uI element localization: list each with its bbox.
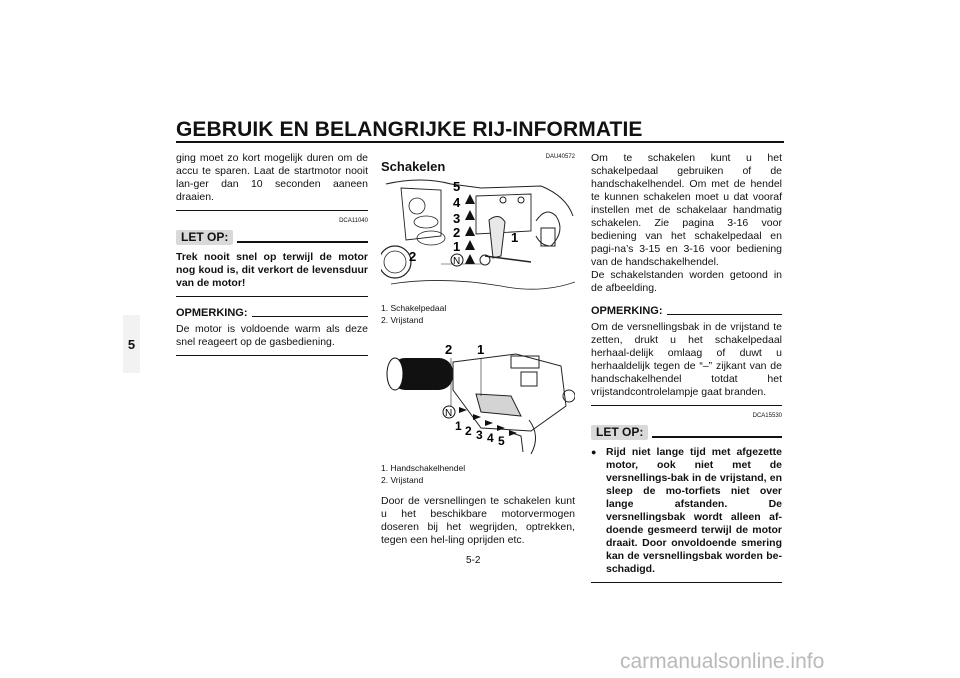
fig2-label: 3 <box>476 428 483 442</box>
fig2-captions <box>381 462 465 486</box>
note-rule <box>252 316 369 317</box>
fig1-label: 2 <box>409 249 417 264</box>
fig2-label: 1 <box>455 419 462 433</box>
doc-code: DCA15530 <box>752 413 782 419</box>
fig1-label: 5 <box>453 179 461 194</box>
fig1-label: 4 <box>453 195 461 210</box>
col2-body: Door de versnellingen te schakelen kunt u het beschikbare motorvermogen doseren bij het wegrijden, optrekken, tegen een hel-ling oprijden etc. <box>381 495 575 546</box>
note-heading <box>176 307 368 320</box>
shift-pedal-figure <box>381 176 575 296</box>
caution-list <box>591 446 782 576</box>
title-rule <box>176 141 784 143</box>
col3-intro2: De schakelstanden worden getoond in de afbeelding. <box>591 269 782 294</box>
fig2-label: 4 <box>487 431 494 445</box>
fig2-label: 1 <box>477 342 485 357</box>
caption: 2. Vrijstand <box>381 315 424 325</box>
caution-label: LET OP: <box>591 425 648 440</box>
caption: 1. Handschakelhendel <box>381 463 466 473</box>
divider <box>176 355 368 356</box>
fig2-label: 5 <box>498 434 505 448</box>
fig2-label: N <box>445 408 453 419</box>
divider <box>176 296 368 297</box>
hand-shift-figure <box>381 336 575 456</box>
col3-intro: Om te schakelen kunt u het schakelpedaal gebruiken of de handschakelhendel. Om met de hendel te kunnen schakelen moet u dat vooraf instellen met de schakelaar handmatig schakelen. Zie pagina 3-16 voor bediening van het schakelpedaal en pagi-na’s 3-15 en 3-16 voor bediening van de handschakelhendel. <box>591 152 782 268</box>
caution-rule <box>237 241 368 243</box>
caution-heading <box>591 425 782 440</box>
divider <box>591 582 782 583</box>
column-3 <box>591 152 782 583</box>
note-rule <box>667 314 783 315</box>
note-text: De motor is voldoende warm als deze snel reageert op de gasbediening. <box>176 323 368 348</box>
fig1-label: 1 <box>511 230 519 245</box>
note-label: OPMERKING: <box>176 307 248 319</box>
fig1-label: 3 <box>453 211 461 226</box>
caution-rule <box>652 436 782 438</box>
column-1 <box>176 152 368 356</box>
doc-code: DAU40572 <box>545 154 575 160</box>
watermark: carmanualsonline.info <box>620 650 825 673</box>
fig1-captions <box>381 302 446 326</box>
fig2-label: 2 <box>445 342 453 357</box>
caution-label: LET OP: <box>176 230 233 245</box>
note-text: Om de versnellingsbak in de vrijstand te zetten, drukt u het schakelpedaal herhaal-delijk omlaag of duwt u herhaaldelijk tegen de “–” zijkant van de handschakelhendel totdat het vrijstandcontrolelampje gaat branden. <box>591 321 782 398</box>
caution-bullet: ● Rijd niet lange tijd met afgezette motor, ook niet met de versnellings-bak in de vrijstand, en sleep de mo-torfiets niet over lange afstanden. De versnellingsbak wordt alleen af-doende gesmeerd terwijl de motor draait. Door onvoldoende smering kan de versnellingsbak worden be-schadigd. <box>591 446 782 576</box>
page-title: GEBRUIK EN BELANGRIJKE RIJ-INFORMATIE <box>176 118 643 141</box>
fig2-label: 2 <box>465 424 472 438</box>
col1-intro: ging moet zo kort mogelijk duren om de accu te sparen. Laat de startmotor nooit lan-ger dan 10 seconden aaneen draaien. <box>176 152 368 203</box>
chapter-tab: 5 <box>123 315 140 373</box>
page-number: 5-2 <box>466 555 481 566</box>
note-label: OPMERKING: <box>591 305 663 317</box>
fig1-label: 2 <box>453 225 461 240</box>
divider <box>176 210 368 211</box>
caution-heading <box>176 230 368 245</box>
divider <box>591 405 782 406</box>
caption: 1. Schakelpedaal <box>381 303 447 313</box>
caution-text: Trek nooit snel op terwijl de motor nog koud is, dit verkort de levensduur van de motor! <box>176 251 368 289</box>
note-heading <box>591 305 782 318</box>
fig1-label: N <box>453 256 461 267</box>
caption: 2. Vrijstand <box>381 475 424 485</box>
section-title: Schakelen <box>381 159 446 174</box>
doc-code: DCA11040 <box>339 218 368 224</box>
fig1-label: 1 <box>453 239 461 254</box>
